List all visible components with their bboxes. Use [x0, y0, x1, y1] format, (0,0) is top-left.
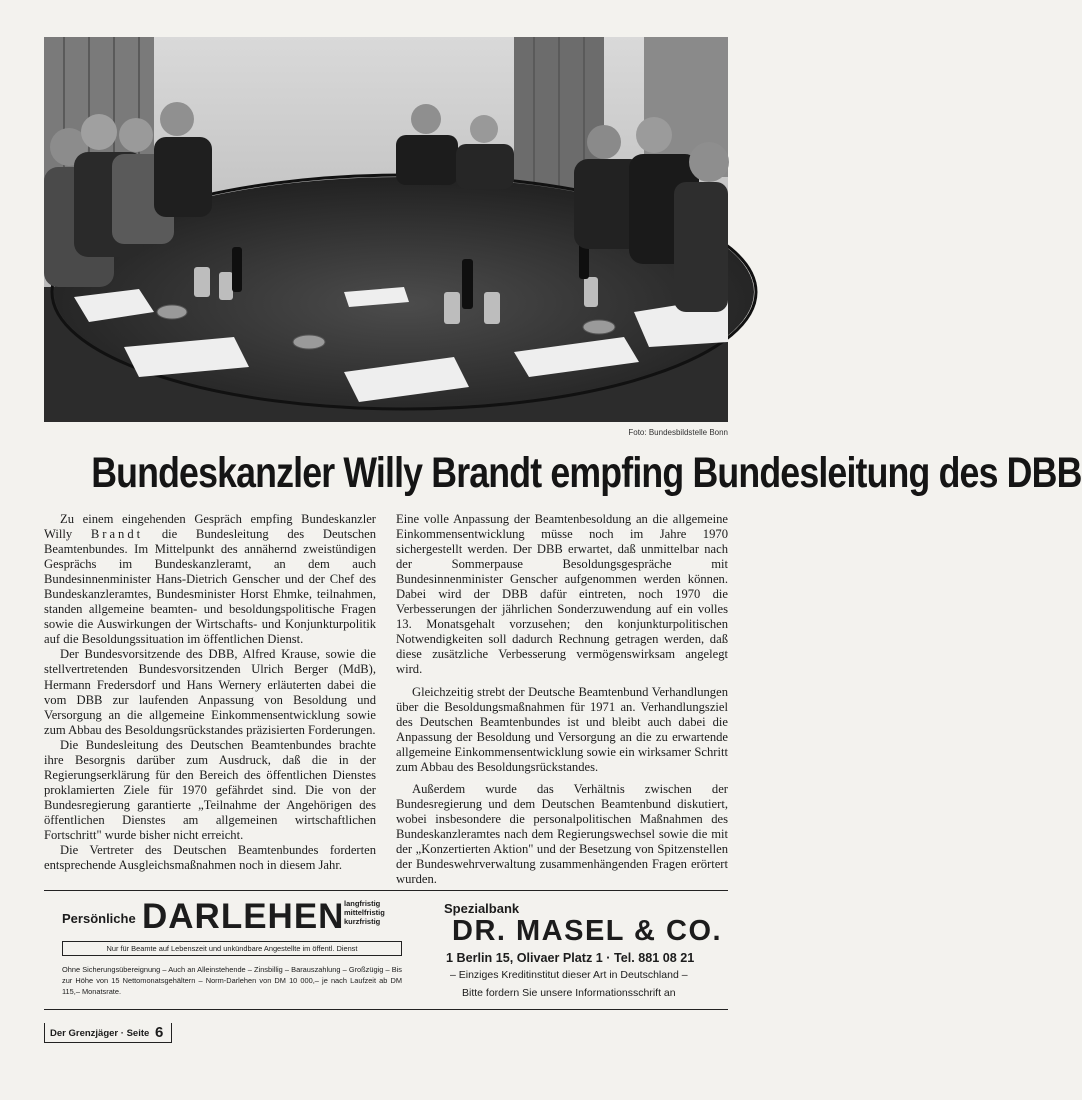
loan-advertisement [44, 890, 728, 1010]
article-paragraph: Außerdem wurde das Verhältnis zwischen der Bundesregierung und dem Deutschen Beamtenbund diskutiert, wobei insbesondere die personalpolitischen Maßnahmen des Bundeskanzleramtes nach dem Regierungswechsel sowie die mit der „Konzertierten Aktion" und der Besetzung von Spitzenstellen der Bundeswehrverwaltung zusammenhängenden Fragen erörtert wurden. [396, 781, 728, 887]
article-column-left [44, 512, 376, 873]
ad-term: kurzfristig [344, 917, 381, 926]
article-paragraph: Die Bundesleitung des Deutschen Beamtenbundes brachte ihre Besorgnis darüber zum Ausdruck, daß die in der Regierungserklärung für den Bereich des öffentlichen Dienstes proklamierten Ziele für 1970 gefährdet sind. Die von der Bundesregierung garantierte „Teilnahme der Angehörigen des öffentlichen Dienstes am allgemeinen wirtschaftlichen Fortschritt" wurde bisher nicht erreicht. [44, 737, 376, 842]
ad-right-panel [442, 891, 728, 1009]
ad-term: langfristig [344, 899, 381, 908]
footer-separator: · [120, 1028, 127, 1039]
ad-tagline: – Einziges Kreditinstitut dieser Art in Deutschland – [450, 969, 688, 981]
article-paragraph [44, 512, 376, 647]
ad-special-bank-label: Spezialbank [444, 901, 520, 916]
chancellor-name-spaced: Brandt [90, 527, 144, 542]
publication-name: Der Grenzjäger [50, 1028, 119, 1039]
page-footer [44, 1023, 172, 1043]
paragraph-text: die Bundesleitung des Deutschen Beamtenbundes. Im Mittelpunkt des annähernd zweistündigen Gesprächs im Bundeskanzleramt, an dem auch Bundesinnenminister Hans-Dietrich Genscher und der Chef des Bundeskanzleramtes, Bundesminister Horst Ehmke, teilnahmen, standen allgemeine beamten- und besoldungspolitische Fragen sowie die Auswirkungen der Wirtschafts- und Konjunkturpolitik auf die Besoldungssituation im öffentlichen Dienst. [44, 527, 376, 647]
meeting-photo [44, 37, 728, 422]
ad-left-panel [44, 891, 404, 1009]
ad-darlehen-title: DARLEHEN [142, 897, 345, 936]
article-column-right [396, 512, 728, 894]
paragraph-text: Zu einem eingehenden Gespräch empfing Bundeskanzler Willy [44, 512, 376, 542]
meeting-photo-image [44, 37, 728, 422]
article-paragraph: Gleichzeitig strebt der Deutsche Beamtenbund Verhandlungen über die Besoldungsmaßnahmen für 1971 an. Verhandlungsziel des Deutschen Beamtenbundes ist und bleibt auch dabei die Anpassung der Besoldung und Versorgung an die zu erwartende allgemeine Einkommensentwicklung sowie ein wirksamer Schritt zum Abbau des Besoldungsrückstandes. [396, 684, 728, 774]
ad-term: mittelfristig [344, 908, 385, 917]
ad-call-to-action: Bitte fordern Sie unsere Informationsschrift an [462, 987, 676, 999]
ad-personal-label: Persönliche [62, 911, 136, 926]
article-paragraph: Eine volle Anpassung der Beamtenbesoldung an die allgemeine Einkommensentwicklung müsse noch im Jahre 1970 sichergestellt werden. Der DBB erwartet, daß unmittelbar nach der Sommerpause Besoldungsgespräche mit Bundesinnenminister Genscher aufgenommen werden können. Dabei wird der DBB dafür eintreten, noch 1970 die Verbesserungen der jährlichen Sonderzuwendung auf ein volles 13. Monatsgehalt vorzusehen; den konjunkturpolitischen Notwendigkeiten soll dadurch Rechnung getragen werden, daß diese zusätzliche Verbesserung vermögenswirksam angelegt wird. [396, 512, 728, 677]
ad-address: 1 Berlin 15, Olivaer Platz 1 · Tel. 881 08 21 [446, 951, 695, 965]
photo-credit: Foto: Bundesbildstelle Bonn [628, 428, 728, 437]
article-paragraph: Der Bundesvorsitzende des DBB, Alfred Krause, sowie die stellvertretenden Bundesvorsitzenden Ulrich Berger (MdB), Hermann Fredersdorf und Hans Wernery erläuterten dabei die vom DBB zur laufenden Anpassung von Besoldung und Versorgung an die allgemeine Einkommensentwicklung sowie zum Abbau des Besoldungsrückstandes präzisierten Forderungen. [44, 647, 376, 737]
ad-conditions: Ohne Sicherungsübereignung – Auch an Alleinstehende – Zinsbillig – Barauszahlung – Großzügig – Bis zur Höhe von 15 Nettomonatsgehältern – Norm-Darlehen von DM 10 000,– je nach Laufzeit ab DM 115,– Monatsrate. [62, 965, 402, 996]
ad-company-name: DR. MASEL & CO. [452, 915, 723, 947]
article-paragraph: Die Vertreter des Deutschen Beamtenbundes forderten entsprechende Ausgleichsmaßnahmen noch in diesem Jahr. [44, 843, 376, 873]
page-number: 6 [154, 1024, 164, 1041]
page-label: Seite [126, 1028, 150, 1039]
ad-loan-terms [344, 899, 385, 926]
headline: Bundeskanzler Willy Brandt empfing Bundesleitung des DBB [91, 449, 1082, 497]
ad-eligibility-box: Nur für Beamte auf Lebenszeit und unkündbare Angestellte im öffentl. Dienst [62, 941, 402, 956]
